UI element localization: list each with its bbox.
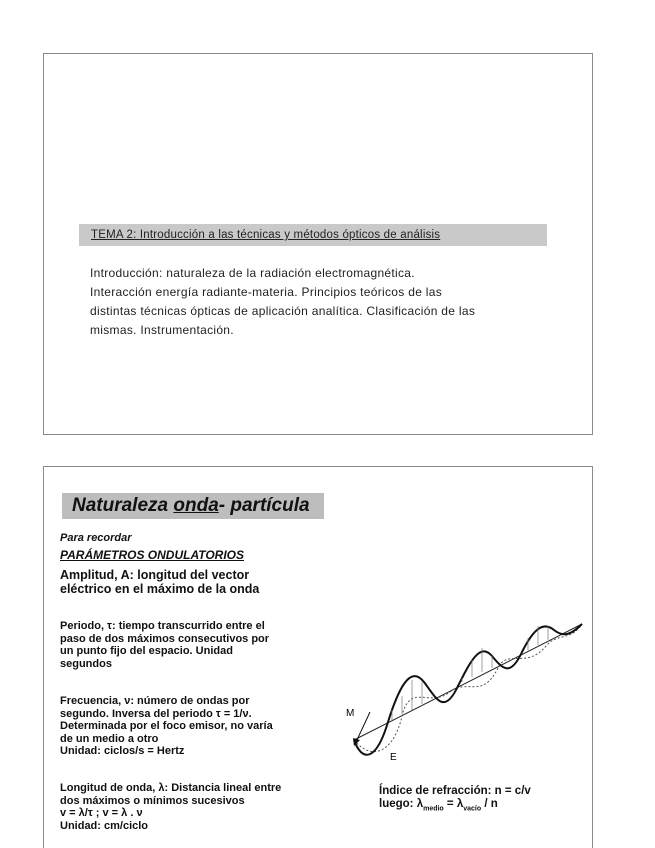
intro-line: mismas. Instrumentación. xyxy=(90,323,234,337)
slide-1 xyxy=(43,53,593,435)
refraccion-text xyxy=(379,785,589,815)
text-line: de un medio a otro xyxy=(60,732,159,745)
label-e: E xyxy=(390,752,397,763)
text-line: Unidad: cm/ciclo xyxy=(60,819,149,832)
text-line: Frecuencia, ν: número de ondas por xyxy=(60,695,250,707)
longitud-text xyxy=(60,782,335,832)
em-wave-diagram xyxy=(332,612,594,772)
tema-heading: TEMA 2: Introducción a las técnicas y métodos ópticos de análisis xyxy=(79,224,547,246)
text-line: v = λ/τ ; v = λ . ν xyxy=(60,807,143,819)
title-underlined: onda xyxy=(173,495,219,516)
frecuencia-text xyxy=(60,695,310,758)
intro-paragraph xyxy=(90,264,570,340)
title-part: - partícula xyxy=(218,495,310,516)
periodo-text xyxy=(60,620,310,670)
text-line: Periodo, τ: tiempo transcurrido entre el xyxy=(60,620,265,632)
subscript: vacío xyxy=(463,805,482,813)
recordar-label: Para recordar xyxy=(60,532,132,544)
text-line: segundos xyxy=(60,657,112,670)
text-line: segundo. Inversa del periodo τ = 1/ν. xyxy=(60,707,252,720)
refraccion-line xyxy=(379,798,589,815)
text-line: Determinada por el foco emisor, no varía xyxy=(60,720,273,732)
wave-hatching xyxy=(392,626,548,720)
text-line: Unidad: ciclos/s = Hertz xyxy=(60,745,185,757)
magnetic-wave xyxy=(354,624,582,752)
text-line: Amplitud, A: longitud del vector xyxy=(60,568,250,582)
parametros-heading: PARÁMETROS ONDULATORIOS xyxy=(60,548,245,562)
refraccion-line: Índice de refracción: n = c/v xyxy=(379,785,531,797)
slide-title xyxy=(62,493,324,519)
text-part: / n xyxy=(481,798,498,810)
intro-line: Interacción energía radiante-materia. Principios teóricos de las xyxy=(90,285,443,299)
slide-2 xyxy=(43,466,593,848)
intro-line: distintas técnicas ópticas de aplicación analítica. Clasificación de las xyxy=(90,304,476,318)
title-part: Naturaleza xyxy=(72,495,174,516)
text-line: un punto fijo del espacio. Unidad xyxy=(60,645,233,657)
m-vector xyxy=(356,712,370,742)
label-m: M xyxy=(346,708,355,719)
text-part: luego: λ xyxy=(379,798,424,810)
intro-line: Introducción: naturaleza de la radiación electromagnética. xyxy=(90,266,415,280)
text-line: dos máximos o mínimos sucesivos xyxy=(60,794,245,807)
subscript: medio xyxy=(423,805,444,813)
text-line: Longitud de onda, λ: Distancia lineal entre xyxy=(60,782,282,794)
amplitud-text xyxy=(60,568,300,596)
text-line: eléctrico en el máximo de la onda xyxy=(60,582,260,596)
text-line: paso de dos máximos consecutivos por xyxy=(60,632,270,645)
text-part: = λ xyxy=(443,798,464,810)
